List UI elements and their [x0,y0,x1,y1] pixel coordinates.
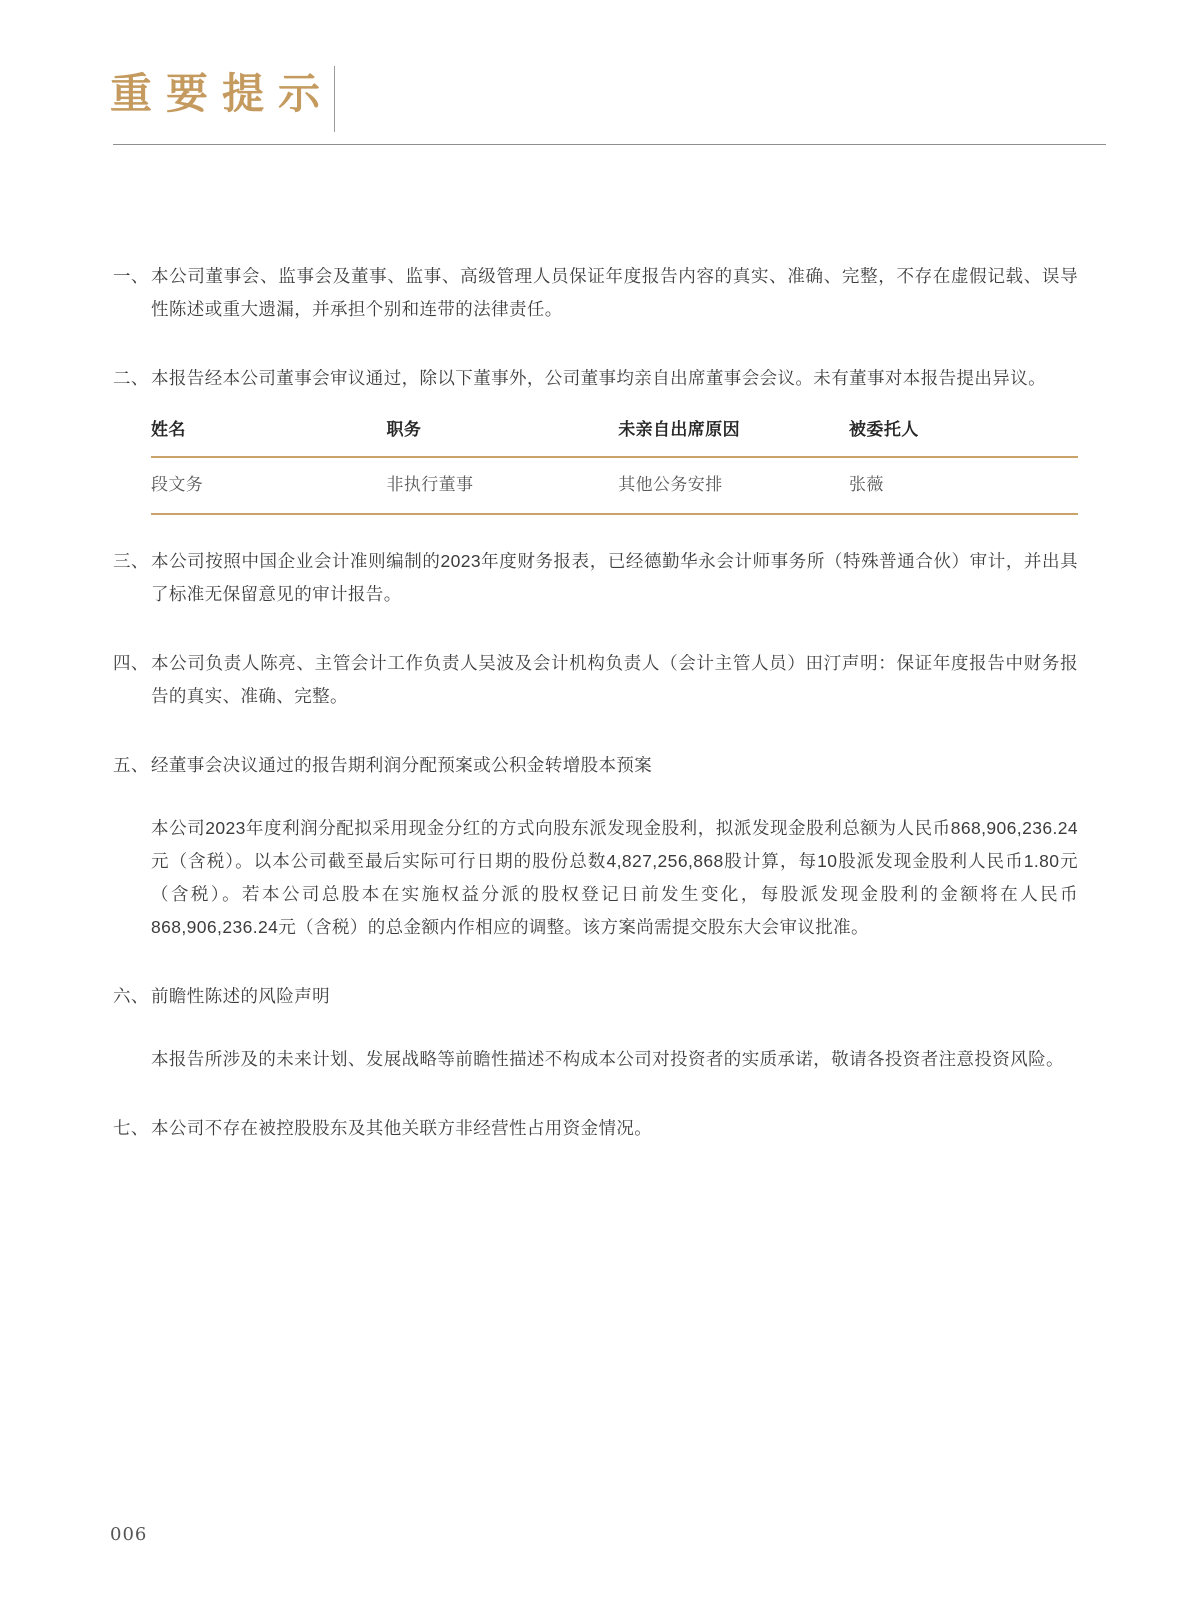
notice-item-1 [113,260,1078,326]
notice-item-7 [113,1112,1078,1145]
col-header-proxy: 被委托人 [849,409,1078,457]
item-number: 五、 [113,755,149,775]
dividend-plan-paragraph: 本公司2023年度利润分配拟采用现金分红的方式向股东派发现金股利，拟派发现金股利总额为人民币868,906,236.24元（含税）。以本公司截至最后实际可行日期的股份总数4,827,256,868股计算，每10股派发现金股利人民币1.80元（含税）。若本公司总股本在实施权益分派的股权登记日前发生变化，每股派发现金股利的金额将在人民币868,906,236.24元（含税）的总金额内作相应的调整。该方案尚需提交股东大会审议批准。 [151,818,1078,937]
item-number: 一、 [113,266,149,286]
cell-reason: 其他公务安排 [618,457,849,514]
notice-item-4 [113,647,1078,713]
item-text: 本公司按照中国企业会计准则编制的2023年度财务报表，已经德勤华永会计师事务所（特殊普通合伙）审计，并出具了标准无保留意见的审计报告。 [151,551,1078,604]
item-number: 七、 [113,1118,149,1138]
item-text: 本报告经本公司董事会审议通过，除以下董事外，公司董事均亲自出席董事会会议。未有董事对本报告提出异议。 [151,368,1046,388]
notice-item-6 [113,980,1078,1013]
forward-looking-risk-paragraph: 本报告所涉及的未来计划、发展战略等前瞻性描述不构成本公司对投资者的实质承诺，敬请各投资者注意投资风险。 [151,1049,1064,1069]
item-number: 四、 [113,653,149,673]
notice-item-2 [113,362,1078,395]
director-absence-table [151,409,1078,515]
cell-name: 段文务 [151,457,386,514]
title-vertical-rule [334,66,335,132]
item-text: 前瞻性陈述的风险声明 [151,986,330,1006]
col-header-position: 职务 [386,409,618,457]
col-header-name: 姓名 [151,409,386,457]
table-row [151,457,1078,514]
item-text: 本公司不存在被控股股东及其他关联方非经营性占用资金情况。 [151,1118,653,1138]
cell-position: 非执行董事 [386,457,618,514]
item-text: 本公司负责人陈亮、主管会计工作负责人吴波及会计机构负责人（会计主管人员）田汀声明：保证年度报告中财务报告的真实、准确、完整。 [151,653,1078,706]
cell-proxy: 张薇 [849,457,1078,514]
item-number: 六、 [113,986,149,1006]
notice-item-5 [113,749,1078,782]
item-text: 本公司董事会、监事会及董事、监事、高级管理人员保证年度报告内容的真实、准确、完整，不存在虚假记载、误导性陈述或重大遗漏，并承担个别和连带的法律责任。 [151,266,1078,319]
col-header-reason: 未亲自出席原因 [618,409,849,457]
document-body [113,260,1078,1181]
page-title: 重要提示 [110,69,335,118]
item-text: 经董事会决议通过的报告期利润分配预案或公积金转增股本预案 [151,755,653,775]
item-number: 二、 [113,368,149,388]
notice-item-3 [113,545,1078,611]
header-divider [113,144,1106,145]
table-header-row [151,409,1078,457]
item-number: 三、 [113,551,149,571]
page-number: 006 [110,1524,148,1545]
